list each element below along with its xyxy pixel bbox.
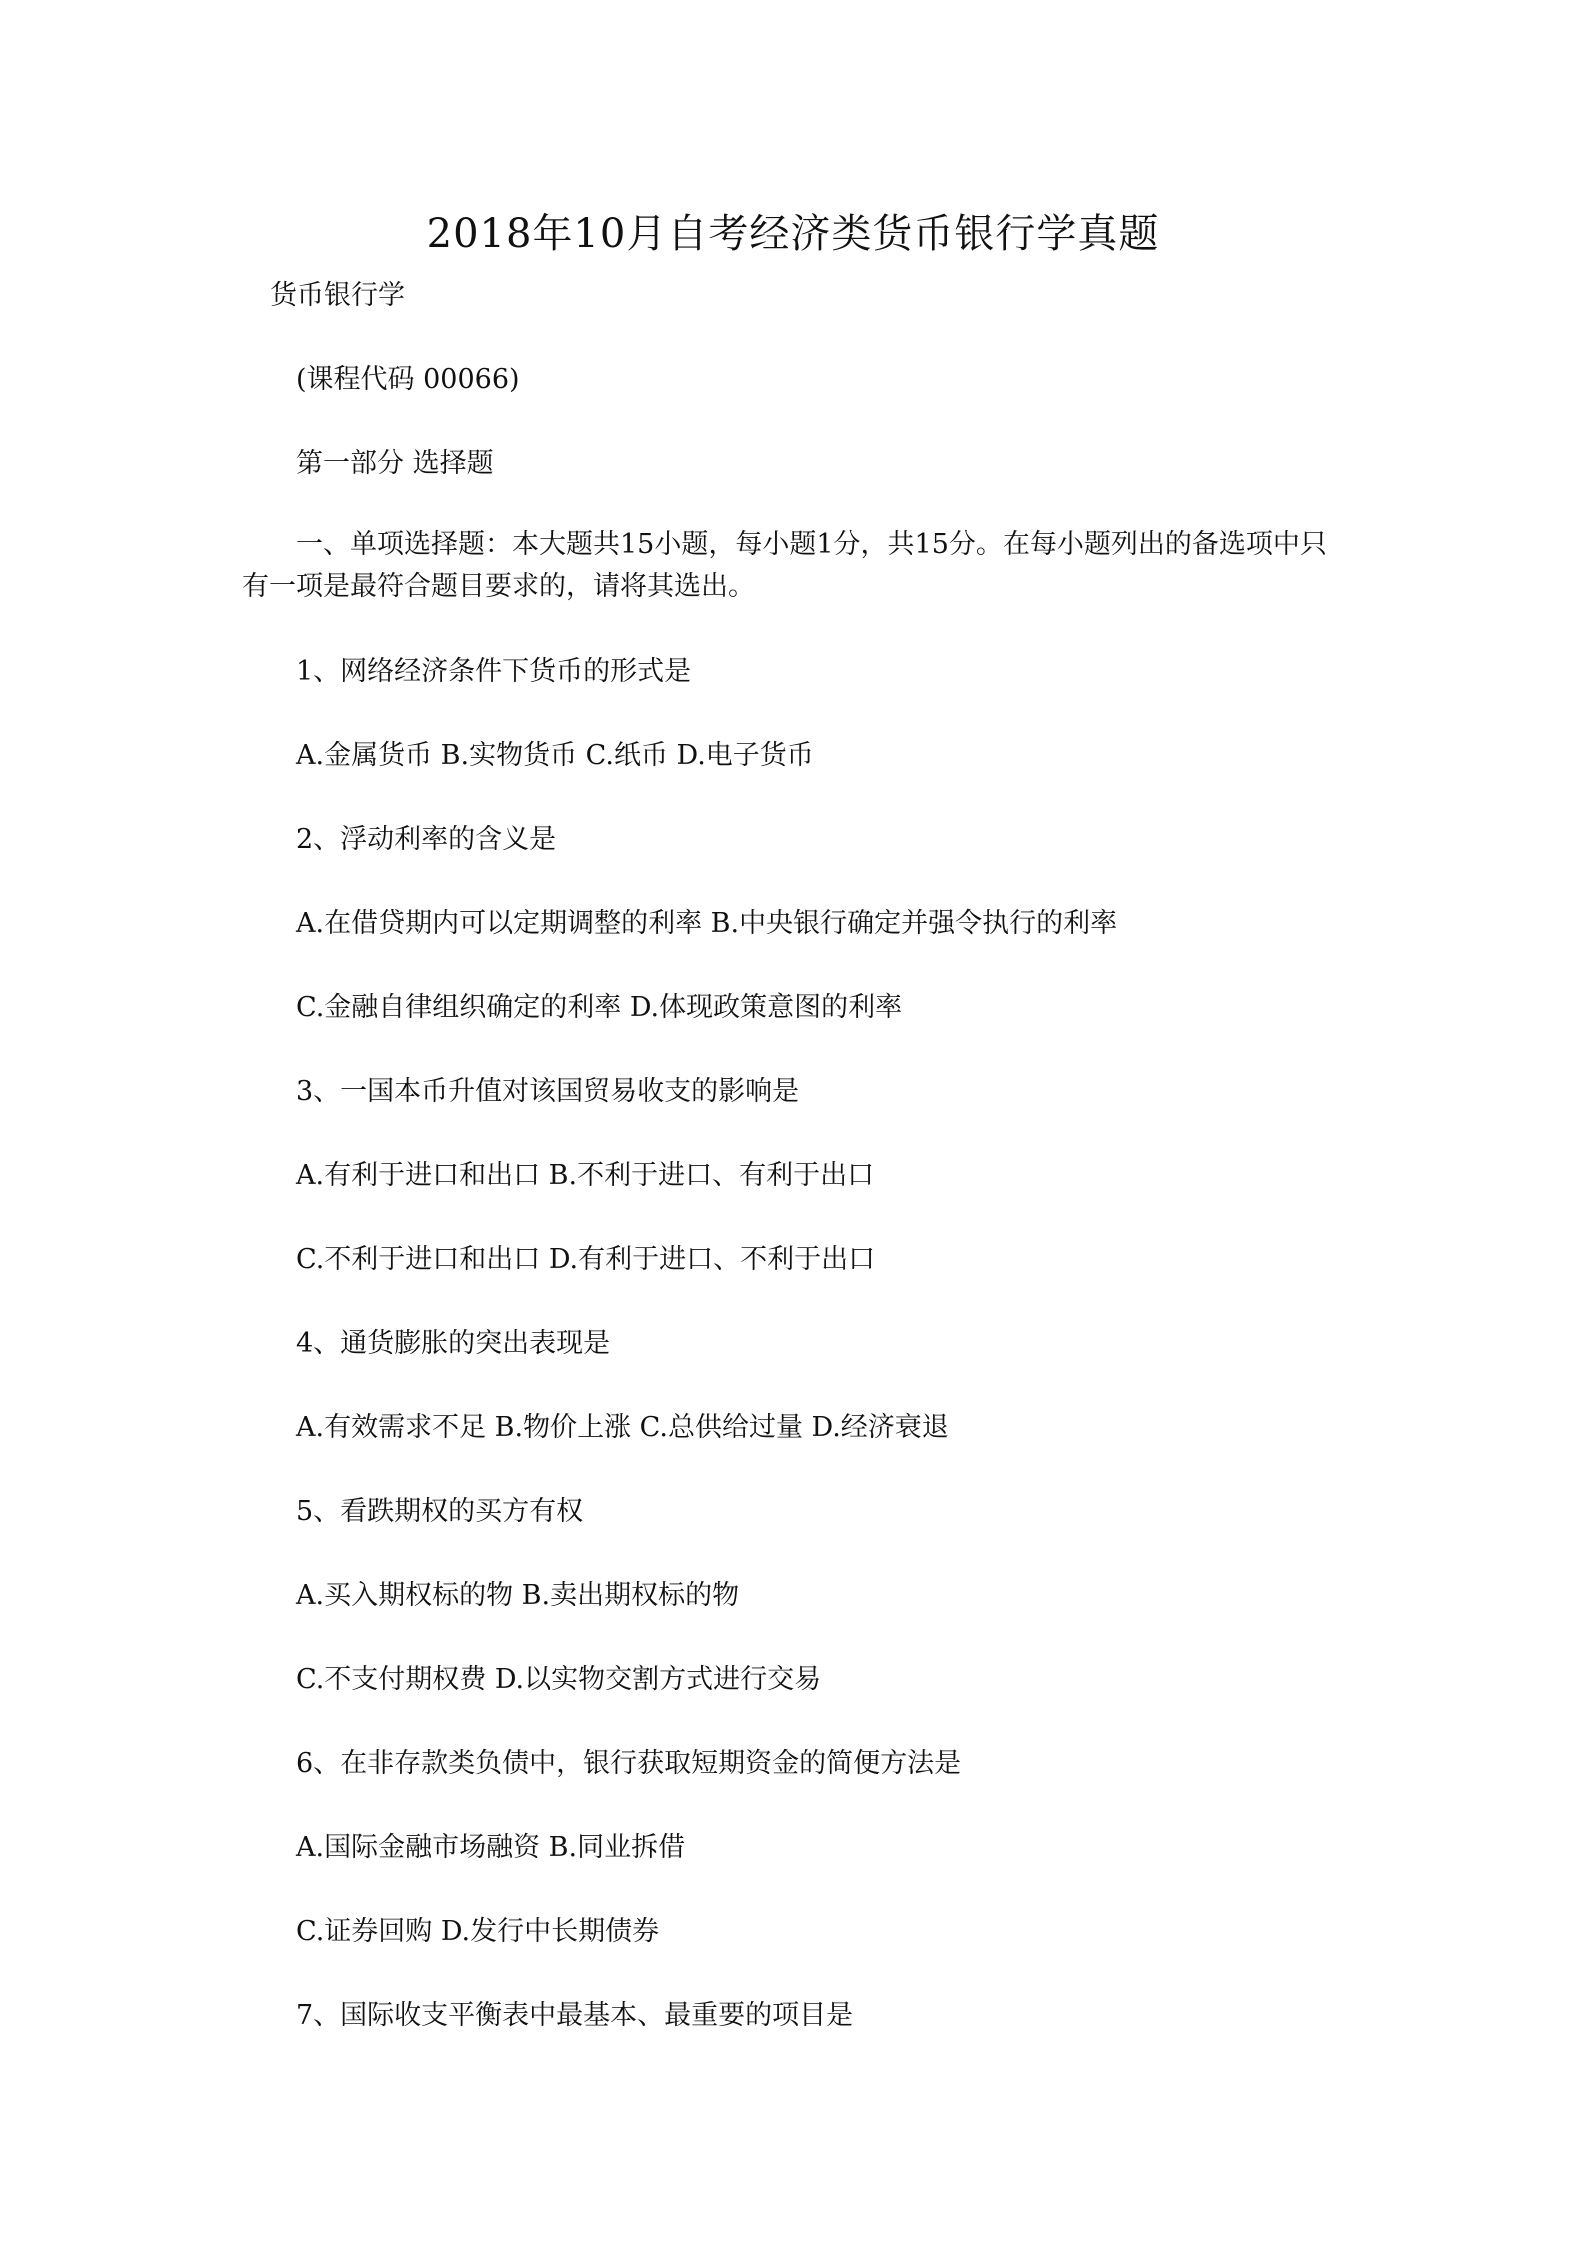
- question-7: 7、国际收支平衡表中最基本、最重要的项目是: [296, 2000, 854, 2031]
- subject-line: 货币银行学: [270, 280, 405, 311]
- part-heading: 第一部分 选择题: [296, 448, 494, 479]
- question-1-options: A.金属货币 B.实物货币 C.纸币 D.电子货币: [296, 740, 814, 771]
- course-code-line: (课程代码 00066): [296, 364, 520, 395]
- question-5-options-ab: A.买入期权标的物 B.卖出期权标的物: [296, 1580, 740, 1611]
- question-2-options-cd: C.金融自律组织确定的利率 D.体现政策意图的利率: [296, 992, 903, 1023]
- question-3-options-cd: C.不利于进口和出口 D.有利于进口、不利于出口: [296, 1244, 876, 1275]
- question-6-options-cd: C.证券回购 D.发行中长期债券: [296, 1916, 660, 1947]
- question-3-options-ab: A.有利于进口和出口 B.不利于进口、有利于出口: [296, 1160, 875, 1191]
- question-6: 6、在非存款类负债中，银行获取短期资金的简便方法是: [296, 1748, 962, 1779]
- document-title: 2018年10月自考经济类货币银行学真题: [426, 211, 1160, 257]
- question-1: 1、网络经济条件下货币的形式是: [296, 656, 692, 687]
- question-5-options-cd: C.不支付期权费 D.以实物交割方式进行交易: [296, 1664, 822, 1695]
- question-4-options: A.有效需求不足 B.物价上涨 C.总供给过量 D.经济衰退: [296, 1412, 949, 1443]
- question-2-options-ab: A.在借贷期内可以定期调整的利率 B.中央银行确定并强令执行的利率: [296, 908, 1118, 939]
- question-5: 5、看跌期权的买方有权: [296, 1496, 584, 1527]
- question-2: 2、浮动利率的含义是: [296, 824, 557, 855]
- question-4: 4、通货膨胀的突出表现是: [296, 1328, 611, 1359]
- instructions-paragraph: 一、单项选择题：本大题共15小题，每小题1分，共15分。在每小题列出的备选项中只有一项是最符合题目要求的，请将其选出。: [242, 529, 1327, 602]
- question-3: 3、一国本币升值对该国贸易收支的影响是: [296, 1076, 800, 1107]
- question-6-options-ab: A.国际金融市场融资 B.同业拆借: [296, 1832, 686, 1863]
